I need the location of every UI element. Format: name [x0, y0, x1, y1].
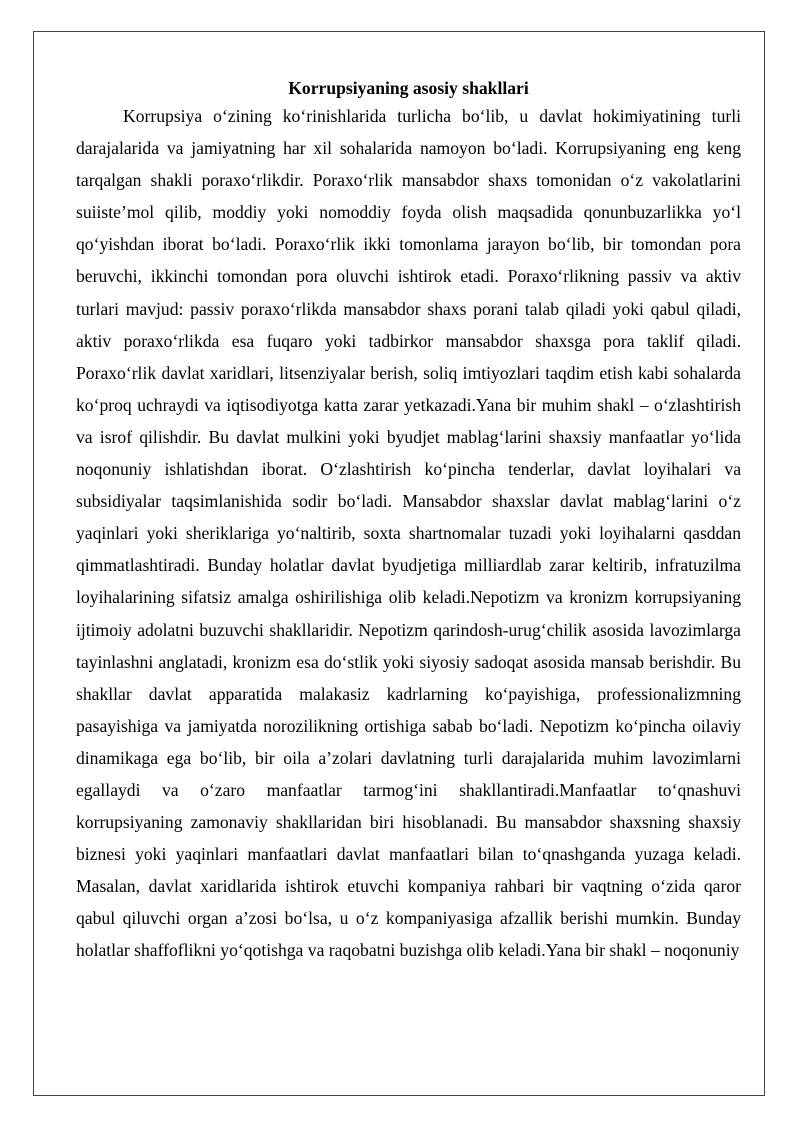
- document-title: Korrupsiyaning asosiy shakllari: [288, 78, 529, 98]
- body-paragraph: Korrupsiya o‘zining ko‘rinishlarida turlicha bo‘lib, u davlat hokimiyatining turli darajalarida va jamiyatning har xil sohalarida namoyon bo‘ladi. Korrupsiyaning eng keng tarqalgan shakli poraxo‘rlikdir. Poraxo‘rlik mansabdor shaxs tomonidan o‘z vakolatlarini suiiste’mol qilib, moddiy yoki nomoddiy foyda olish maqsadida qonunbuzarlikka yo‘l qo‘yishdan iborat bo‘ladi. Poraxo‘rlik ikki tomonlama jarayon bo‘lib, bir tomondan pora beruvchi, ikkinchi tomondan pora oluvchi ishtirok etadi. Poraxo‘rlikning passiv va aktiv turlari mavjud: passiv poraxo‘rlikda mansabdor shaxs porani talab qiladi yoki qabul qiladi, aktiv poraxo‘rlikda esa fuqaro yoki tadbirkor mansabdor shaxsga pora taklif qiladi. Poraxo‘rlik davlat xaridlari, litsenziyalar berish, soliq imtiyozlari taqdim etish kabi sohalarda ko‘proq uchraydi va iqtisodiyotga katta zarar yetkazadi.Yana bir muhim shakl – o‘zlashtirish va isrof qilishdir. Bu davlat mulkini yoki byudjet mablag‘larini shaxsiy manfaatlar yo‘lida noqonuniy ishlatishdan iborat. O‘zlashtirish ko‘pincha tenderlar, davlat loyihalari va subsidiyalar taqsimlanishida sodir bo‘ladi. Mansabdor shaxslar davlat mablag‘larini o‘z yaqinlari yoki sheriklariga yo‘naltirib, soxta shartnomalar tuzadi yoki loyihalarni qasddan qimmatlashtiradi. Bunday holatlar davlat byudjetiga milliardlab zarar keltirib, infratuzilma loyihalarining sifatsiz amalga oshirilishiga olib keladi.Nepotizm va kronizm korrupsiyaning ijtimoiy adolatni buzuvchi shakllaridir. Nepotizm qarindosh-urug‘chilik asosida lavozimlarga tayinlashni anglatadi, kronizm esa do‘stlik yoki siyosiy sadoqat asosida mansab berishdir. Bu shakllar davlat apparatida malakasiz kadrlarning ko‘payishiga, professionalizmning pasayishiga va jamiyatda norozilikning ortishiga sabab bo‘ladi. Nepotizm ko‘pincha oilaviy dinamikaga ega bo‘lib, bir oila a’zolari davlatning turli darajalarida muhim lavozimlarni egallaydi va o‘zaro manfaatlar tarmog‘ini shakllantiradi.Manfaatlar to‘qnashuvi korrupsiyaning zamonaviy shakllaridan biri hisoblanadi. Bu mansabdor shaxsning shaxsiy biznesi yoki yaqinlari manfaatlari davlat manfaatlari bilan to‘qnashganda yuzaga keladi. Masalan, davlat xaridlarida ishtirok etuvchi kompaniya rahbari bir vaqtning o‘zida qaror qabul qiluvchi organ a’zosi bo‘lsa, u o‘z kompaniyasiga afzallik berishi mumkin. Bunday holatlar shaffoflikni yo‘qotishga va raqobatni buzishga olib keladi.Yana bir shakl – noqonuniy: [76, 106, 741, 961]
- document-content: [76, 76, 741, 967]
